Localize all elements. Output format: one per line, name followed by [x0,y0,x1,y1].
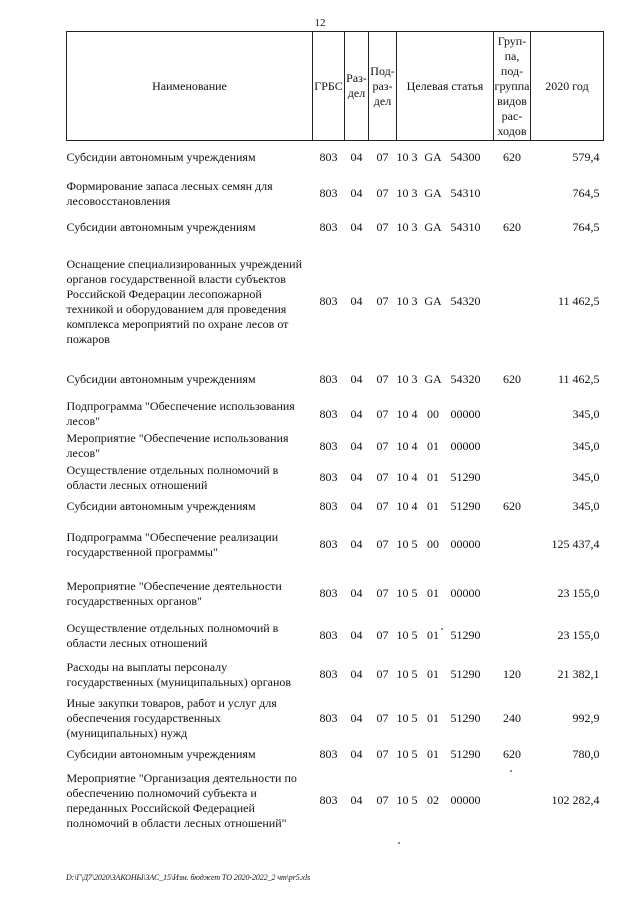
table-row [67,141,604,175]
row-name: Субсидии автономным учреждениям [66,371,256,386]
row-amount: 992,9 [572,711,600,725]
row-grbs: 803 [319,667,338,681]
row-target: 10 4 01 51290 [396,499,481,513]
row-amount: 764,5 [572,220,600,234]
table-row [67,654,604,696]
row-razdel: 04 [350,220,363,234]
row-razdel: 04 [350,746,363,761]
table-row [67,494,604,520]
row-amount: 11 462,5 [557,294,600,308]
row-target: 10 3 GA 54310 [396,220,481,234]
row-podrazdel: 07 [376,371,389,386]
row-razdel: 04 [350,537,363,551]
row-podrazdel: 07 [376,667,389,681]
row-name: Подпрограмма "Обеспечение использования лесов" [66,399,295,428]
row-grbs: 803 [319,499,338,513]
row-amount: 11 462,5 [557,371,600,386]
row-name: Осуществление отдельных полномочий в области лесных отношений [66,462,279,492]
row-group [494,618,531,654]
header-razdel: Раз- дел [345,32,369,141]
row-podrazdel: 07 [376,628,389,642]
table-row [67,696,604,742]
row-amount: 579,4 [572,150,600,165]
row-podrazdel: 07 [376,438,389,453]
row-target: 10 4 01 51290 [396,470,481,484]
row-razdel: 04 [350,586,363,600]
row-group: 620 [503,150,521,165]
row-name: Осуществление отдельных полномочий в области лесных отношений [66,620,279,650]
row-group: 620 [503,220,521,234]
row-name: Субсидии автономным учреждениям [66,746,256,761]
row-target: 10 5 01 51290 [396,711,481,725]
row-grbs: 803 [319,537,338,551]
row-grbs: 803 [319,220,338,234]
row-name: Субсидии автономным учреждениям [66,499,256,513]
row-grbs: 803 [319,711,338,725]
row-name: Иные закупки товаров, работ и услуг для обеспечения государственных (муниципальных) нужд [66,696,277,740]
row-name: Субсидии автономным учреждениям [66,220,256,234]
row-grbs: 803 [319,628,338,642]
row-name: Субсидии автономным учреждениям [66,150,256,165]
header-target: Целевая статья [397,32,494,141]
table-row [67,618,604,654]
file-path-footer: D:\Г\Д7\2020\ЗАКОНЫ\ЗАС_15\Изм. бюджет ТО 2020-2022_2 чт\pr5.xls [66,873,311,882]
row-podrazdel: 07 [376,711,389,725]
row-podrazdel: 07 [376,294,389,308]
row-amount: 764,5 [572,186,600,200]
row-group: 620 [503,371,521,386]
row-grbs: 803 [319,294,338,308]
row-amount: 102 282,4 [551,793,600,807]
table-row [67,213,604,243]
row-target: 10 5 01 00000 [396,586,481,600]
row-podrazdel: 07 [376,793,389,807]
row-podrazdel: 07 [376,220,389,234]
row-group [494,431,531,462]
row-razdel: 04 [350,294,363,308]
row-razdel: 04 [350,150,363,165]
row-group [494,398,531,431]
table-row [67,175,604,213]
row-name: Расходы на выплаты персоналу государственных (муниципальных) органов [66,659,292,689]
row-amount: 345,0 [572,406,600,421]
row-name: Мероприятие "Обеспечение использования лесов" [66,431,289,460]
row-razdel: 04 [350,438,363,453]
row-grbs: 803 [319,406,338,421]
row-grbs: 803 [319,150,338,165]
row-amount: 125 437,4 [551,537,600,551]
row-target: 10 3 GA 54300 [396,150,481,165]
row-amount: 780,0 [572,746,600,761]
table-row [67,462,604,494]
row-grbs: 803 [319,586,338,600]
table-row [67,361,604,398]
row-group: 620 [503,746,521,761]
table-row [67,742,604,767]
row-target: 10 5 00 00000 [396,537,481,551]
row-razdel: 04 [350,711,363,725]
row-razdel: 04 [350,371,363,386]
row-podrazdel: 07 [376,537,389,551]
row-razdel: 04 [350,793,363,807]
table-row [67,431,604,462]
row-grbs: 803 [319,186,338,200]
row-podrazdel: 07 [376,470,389,484]
row-razdel: 04 [350,667,363,681]
table-row [67,398,604,431]
row-grbs: 803 [319,793,338,807]
row-group [494,243,531,361]
row-target: 10 4 01 00000 [396,438,481,453]
row-grbs: 803 [319,746,338,761]
row-target: 10 5 01 51290 [396,667,481,681]
row-podrazdel: 07 [376,746,389,761]
row-razdel: 04 [350,499,363,513]
row-podrazdel: 07 [376,150,389,165]
budget-table [66,31,604,835]
row-group [494,767,531,835]
row-amount: 345,0 [572,499,600,513]
row-target: 10 3 GA 54310 [396,186,481,200]
header-name: Наименование [67,32,313,141]
header-group: Груп- па, под- группа видов рас- ходов [494,32,531,141]
row-amount: 23 155,0 [557,586,600,600]
row-razdel: 04 [350,628,363,642]
row-group: 120 [503,667,521,681]
table-row [67,767,604,835]
row-razdel: 04 [350,186,363,200]
row-amount: 345,0 [572,470,600,484]
row-amount: 23 155,0 [557,628,600,642]
row-podrazdel: 07 [376,586,389,600]
row-razdel: 04 [350,470,363,484]
table-row [67,243,604,361]
row-group [494,175,531,213]
row-name: Мероприятие "Организация деятельности по обеспечению полномочий субъекта и переданных Российской Федерацией полномочий в области лесных отношений" [66,770,297,830]
row-grbs: 803 [319,470,338,484]
table-header-row [67,32,604,141]
header-amount: 2020 год [531,32,604,141]
page-number: 12 [314,17,326,29]
row-name: Формирование запаса лесных семян для лесовосстановления [66,178,273,208]
row-target: 10 5 02 00000 [396,793,481,807]
row-target: 10 3 GA 54320 [396,371,481,386]
row-podrazdel: 07 [376,499,389,513]
row-target: 10 5 01 51290 [396,746,481,761]
row-amount: 345,0 [572,438,600,453]
scan-speck [398,842,400,844]
row-grbs: 803 [319,438,338,453]
row-group [494,570,531,618]
table-row [67,570,604,618]
row-razdel: 04 [350,406,363,421]
row-grbs: 803 [319,371,338,386]
row-group: 240 [503,711,521,725]
row-name: Подпрограмма "Обеспечение реализации государственной программы" [66,529,279,559]
row-target: 10 4 00 00000 [396,406,481,421]
row-group [494,462,531,494]
row-podrazdel: 07 [376,406,389,421]
row-name: Оснащение специализированных учреждений органов государственной власти субъектов Российской Федерации лесопожарной техникой и оборудованием для проведения комплекса мероприятий по охране лесов от пожаров [66,256,302,346]
row-target: 10 5 01 51290 [396,628,481,642]
row-podrazdel: 07 [376,186,389,200]
row-group: 620 [503,499,521,513]
header-podrazdel: Под- раз- дел [369,32,397,141]
row-group [494,520,531,570]
table-row [67,520,604,570]
scan-speck [510,770,512,772]
scan-speck [441,628,443,630]
row-target: 10 3 GA 54320 [396,294,481,308]
header-grbs: ГРБС [313,32,345,141]
row-name: Мероприятие "Обеспечение деятельности государственных органов" [66,578,282,608]
row-amount: 21 382,1 [557,667,600,681]
